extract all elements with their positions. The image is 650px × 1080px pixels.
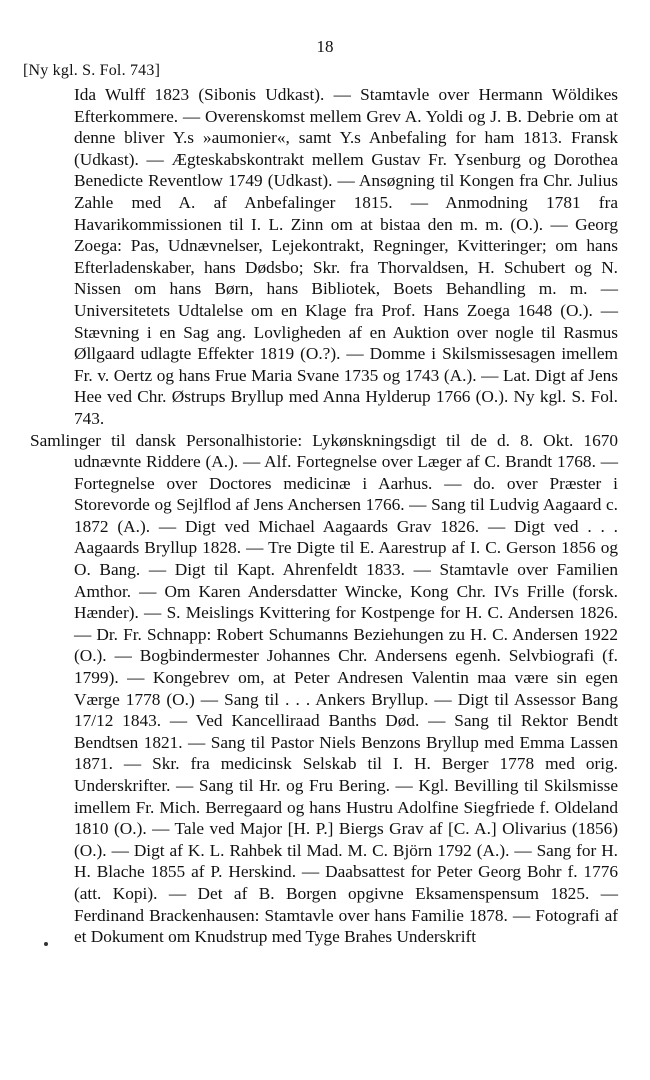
shelfmark-header: [Ny kgl. S. Fol. 743]: [23, 62, 161, 79]
entry-samlinger: Samlinger til dansk Personalhistorie: Lykønskningsdigt til de d. 8. Okt. 1670 udnævnte Riddere (A.). — Alf. Fortegnelse over Læger af C. Brandt 1768. — Fortegnelse over Doctores medicinæ i Aarhus. — do. over Præster i Storevorde og Sejlflod af Jens Anchersen 1766. — Sang til Ludvig Aagaard c. 1872 (A.). — Digt ved Michael Aagaards Grav 1826. — Digt ved . . . Aagaards Bryllup 1828. — Tre Digte til E. Aarestrup af I. C. Gerson 1856 og O. Bang. — Digt til Kapt. Ahrenfeldt 1833. — Stamtavle over Familien Amthor. — Om Karen Andersdatter Wincke, Kong Chr. IVs Frille (forsk. Hænder). — S. Meislings Kvittering for Kostpenge for H. C. Andersen 1826. — Dr. Fr. Schnapp: Robert Schumanns Beziehungen zu H. C. Andersen 1922 (O.). — Bogbindermester Johannes Chr. Andersens egenh. Selvbiografi (f. 1799). — Kongebrev om, at Peter Andresen Valentin maa være sin egen Værge 1778 (O.) — Sang til . . . Ankers Bryllup. — Digt til Assessor Bang 17/12 1843. — Ved Kancelliraad Banths Død. — Sang til Rektor Bendt Bendtsen 1821. — Sang til Pastor Niels Benzons Bryllup med Emma Lassen 1871. — Skr. fra medicinsk Selskab til I. H. Berger 1778 med orig. Underskrifter. — Sang til Hr. og Fru Bering. — Kgl. Bevilling til Skilsmisse imellem Fr. Mich. Berregaard og hans Hustru Adolfine Siegfriede f. Oldeland 1810 (O.). — Tale ved Major [H. P.] Biergs Grav af [C. A.] Olivarius (1856) (O.). — Digt af K. L. Rahbek til Mad. M. C. Björn 1792 (A.). — Sang for H. H. Blache 1855 af P. Herskind. — Daabsattest for Peter Georg Bohr f. 1776 (att. Kopi). — Det af B. Borgen opgivne Eksamenspensum 1825. — Ferdinand Brackenhausen: Stamtavle over hans Familie 1878. — Fotografi af et Dokument om Knudstrup med Tyge Brahes Underskrift: [30, 430, 618, 947]
text-body: [30, 84, 618, 948]
page-number: 18: [316, 37, 334, 56]
margin-mark: [44, 942, 48, 946]
entry-continuation: Ida Wulff 1823 (Sibonis Udkast). — Stamtavle over Hermann Wöldikes Efterkommere. — Overenskomst mellem Grev A. Yoldi og J. B. Debrie om at denne bliver Y.s »aumonier«, samt Y.s Anbefaling for ham 1813. Fransk (Udkast). — Ægteskabskontrakt mellem Gustav Fr. Ysenburg og Dorothea Benedicte Reventlow 1749 (Udkast). — Ansøgning til Kongen fra Chr. Julius Zahle med A. af Anbefalinger 1815. — Anmodning 1781 fra Havarikommissionen til I. L. Zinn om at bistaa den m. m. (O.). — Georg Zoega: Pas, Udnævnelser, Lejekontrakt, Regninger, Kvitteringer; om hans Efterladenskaber, hans Dødsbo; Skr. fra Thorvaldsen, H. Schubert og N. Nissen om hans Børn, hans Bibliotek, Boets Behandling m. m. — Universitetets Udtalelse om en Klage fra Prof. Hans Zoega 1648 (O.). — Stævning i en Sag ang. Lovligheden af en Auktion over nogle til Rasmus Øllgaard udlagte Effekter 1819 (O.?). — Domme i Skilsmissesagen imellem Fr. v. Oertz og hans Frue Maria Svane 1735 og 1743 (A.). — Lat. Digt af Jens Hee ved Chr. Østrups Bryllup med Anna Hylderup 1766 (O.). Ny kgl. S. Fol. 743.: [74, 85, 618, 428]
